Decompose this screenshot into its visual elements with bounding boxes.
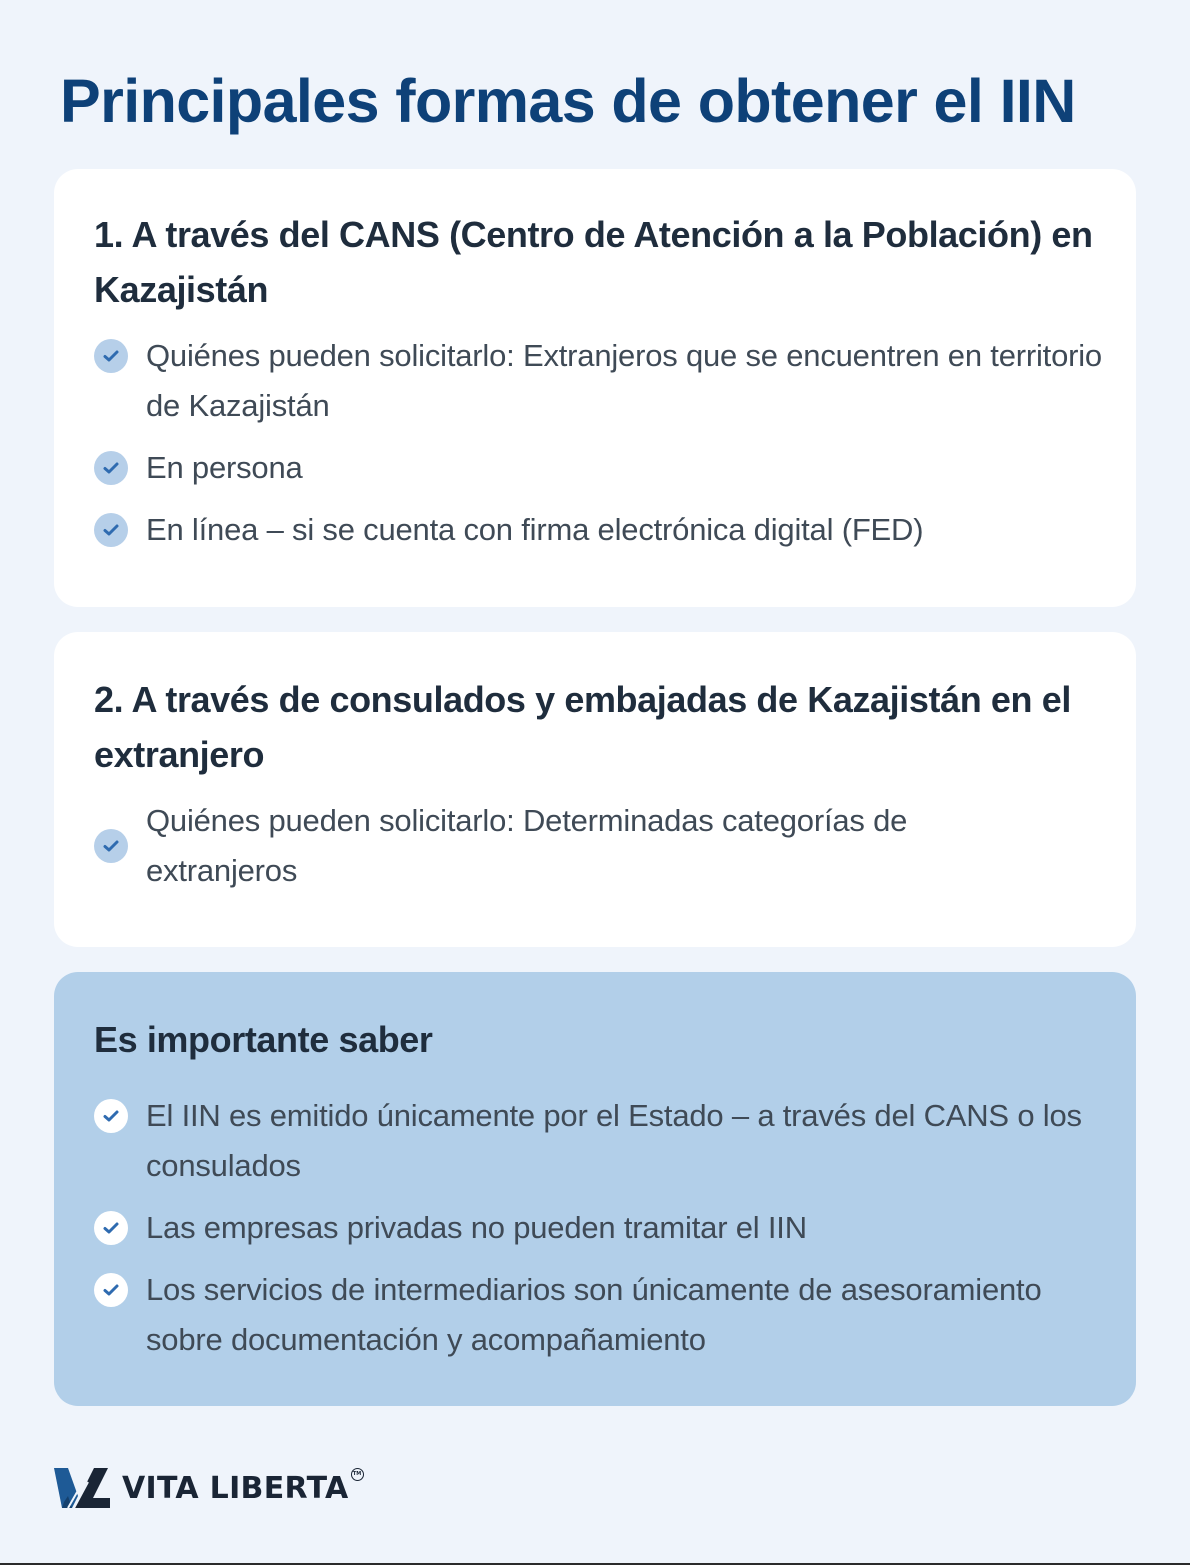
notice-heading: Es importante saber xyxy=(94,1019,433,1060)
check-circle-icon xyxy=(94,513,128,547)
check-circle-icon xyxy=(94,339,128,373)
section-consulates-content xyxy=(94,672,1094,896)
list-item xyxy=(94,505,1104,555)
bullet-list xyxy=(94,1091,1104,1365)
bullet-text: Quiénes pueden solicitarlo: Extranjeros que se encuentren en territorio de Kazajistán xyxy=(146,338,1102,423)
notice-content xyxy=(94,1012,1104,1365)
logo-text: VITA LIBERTA xyxy=(122,1470,349,1506)
bullet-text: Los servicios de intermediarios son únicamente de asesoramiento sobre documentación y acompañamiento xyxy=(146,1272,1042,1357)
list-item xyxy=(94,1265,1104,1365)
section-cans-content xyxy=(94,207,1104,555)
check-circle-icon xyxy=(94,451,128,485)
check-circle-icon xyxy=(94,1211,128,1245)
bullet-list xyxy=(94,331,1104,555)
trademark-mark: TM xyxy=(351,1468,364,1481)
section-heading-cans: 1. A través del CANS (Centro de Atención a la Población) en Kazajistán xyxy=(94,214,1093,310)
list-item xyxy=(94,443,1104,493)
list-item xyxy=(94,331,1104,431)
check-circle-icon xyxy=(94,829,128,863)
list-item xyxy=(94,1203,1104,1253)
check-circle-icon xyxy=(94,1099,128,1133)
list-item xyxy=(94,1091,1104,1191)
bullet-text: Las empresas privadas no pueden tramitar el IIN xyxy=(146,1210,807,1245)
bullet-text: En línea – si se cuenta con firma electrónica digital (FED) xyxy=(146,512,924,547)
bullet-text: Quiénes pueden solicitarlo: Determinadas categorías de extranjeros xyxy=(146,803,908,888)
list-item xyxy=(94,796,1094,896)
brand-logo xyxy=(54,1466,364,1510)
bullet-text: El IIN es emitido únicamente por el Estado – a través del CANS o los consulados xyxy=(146,1098,1082,1183)
bullet-text: En persona xyxy=(146,450,303,485)
section-heading-consulates: 2. A través de consulados y embajadas de Kazajistán en el extranjero xyxy=(94,679,1071,775)
vita-liberta-logo-mark xyxy=(54,1466,110,1510)
bullet-list xyxy=(94,796,1094,896)
check-circle-icon xyxy=(94,1273,128,1307)
page-title: Principales formas de obtener el IIN xyxy=(60,67,1076,135)
